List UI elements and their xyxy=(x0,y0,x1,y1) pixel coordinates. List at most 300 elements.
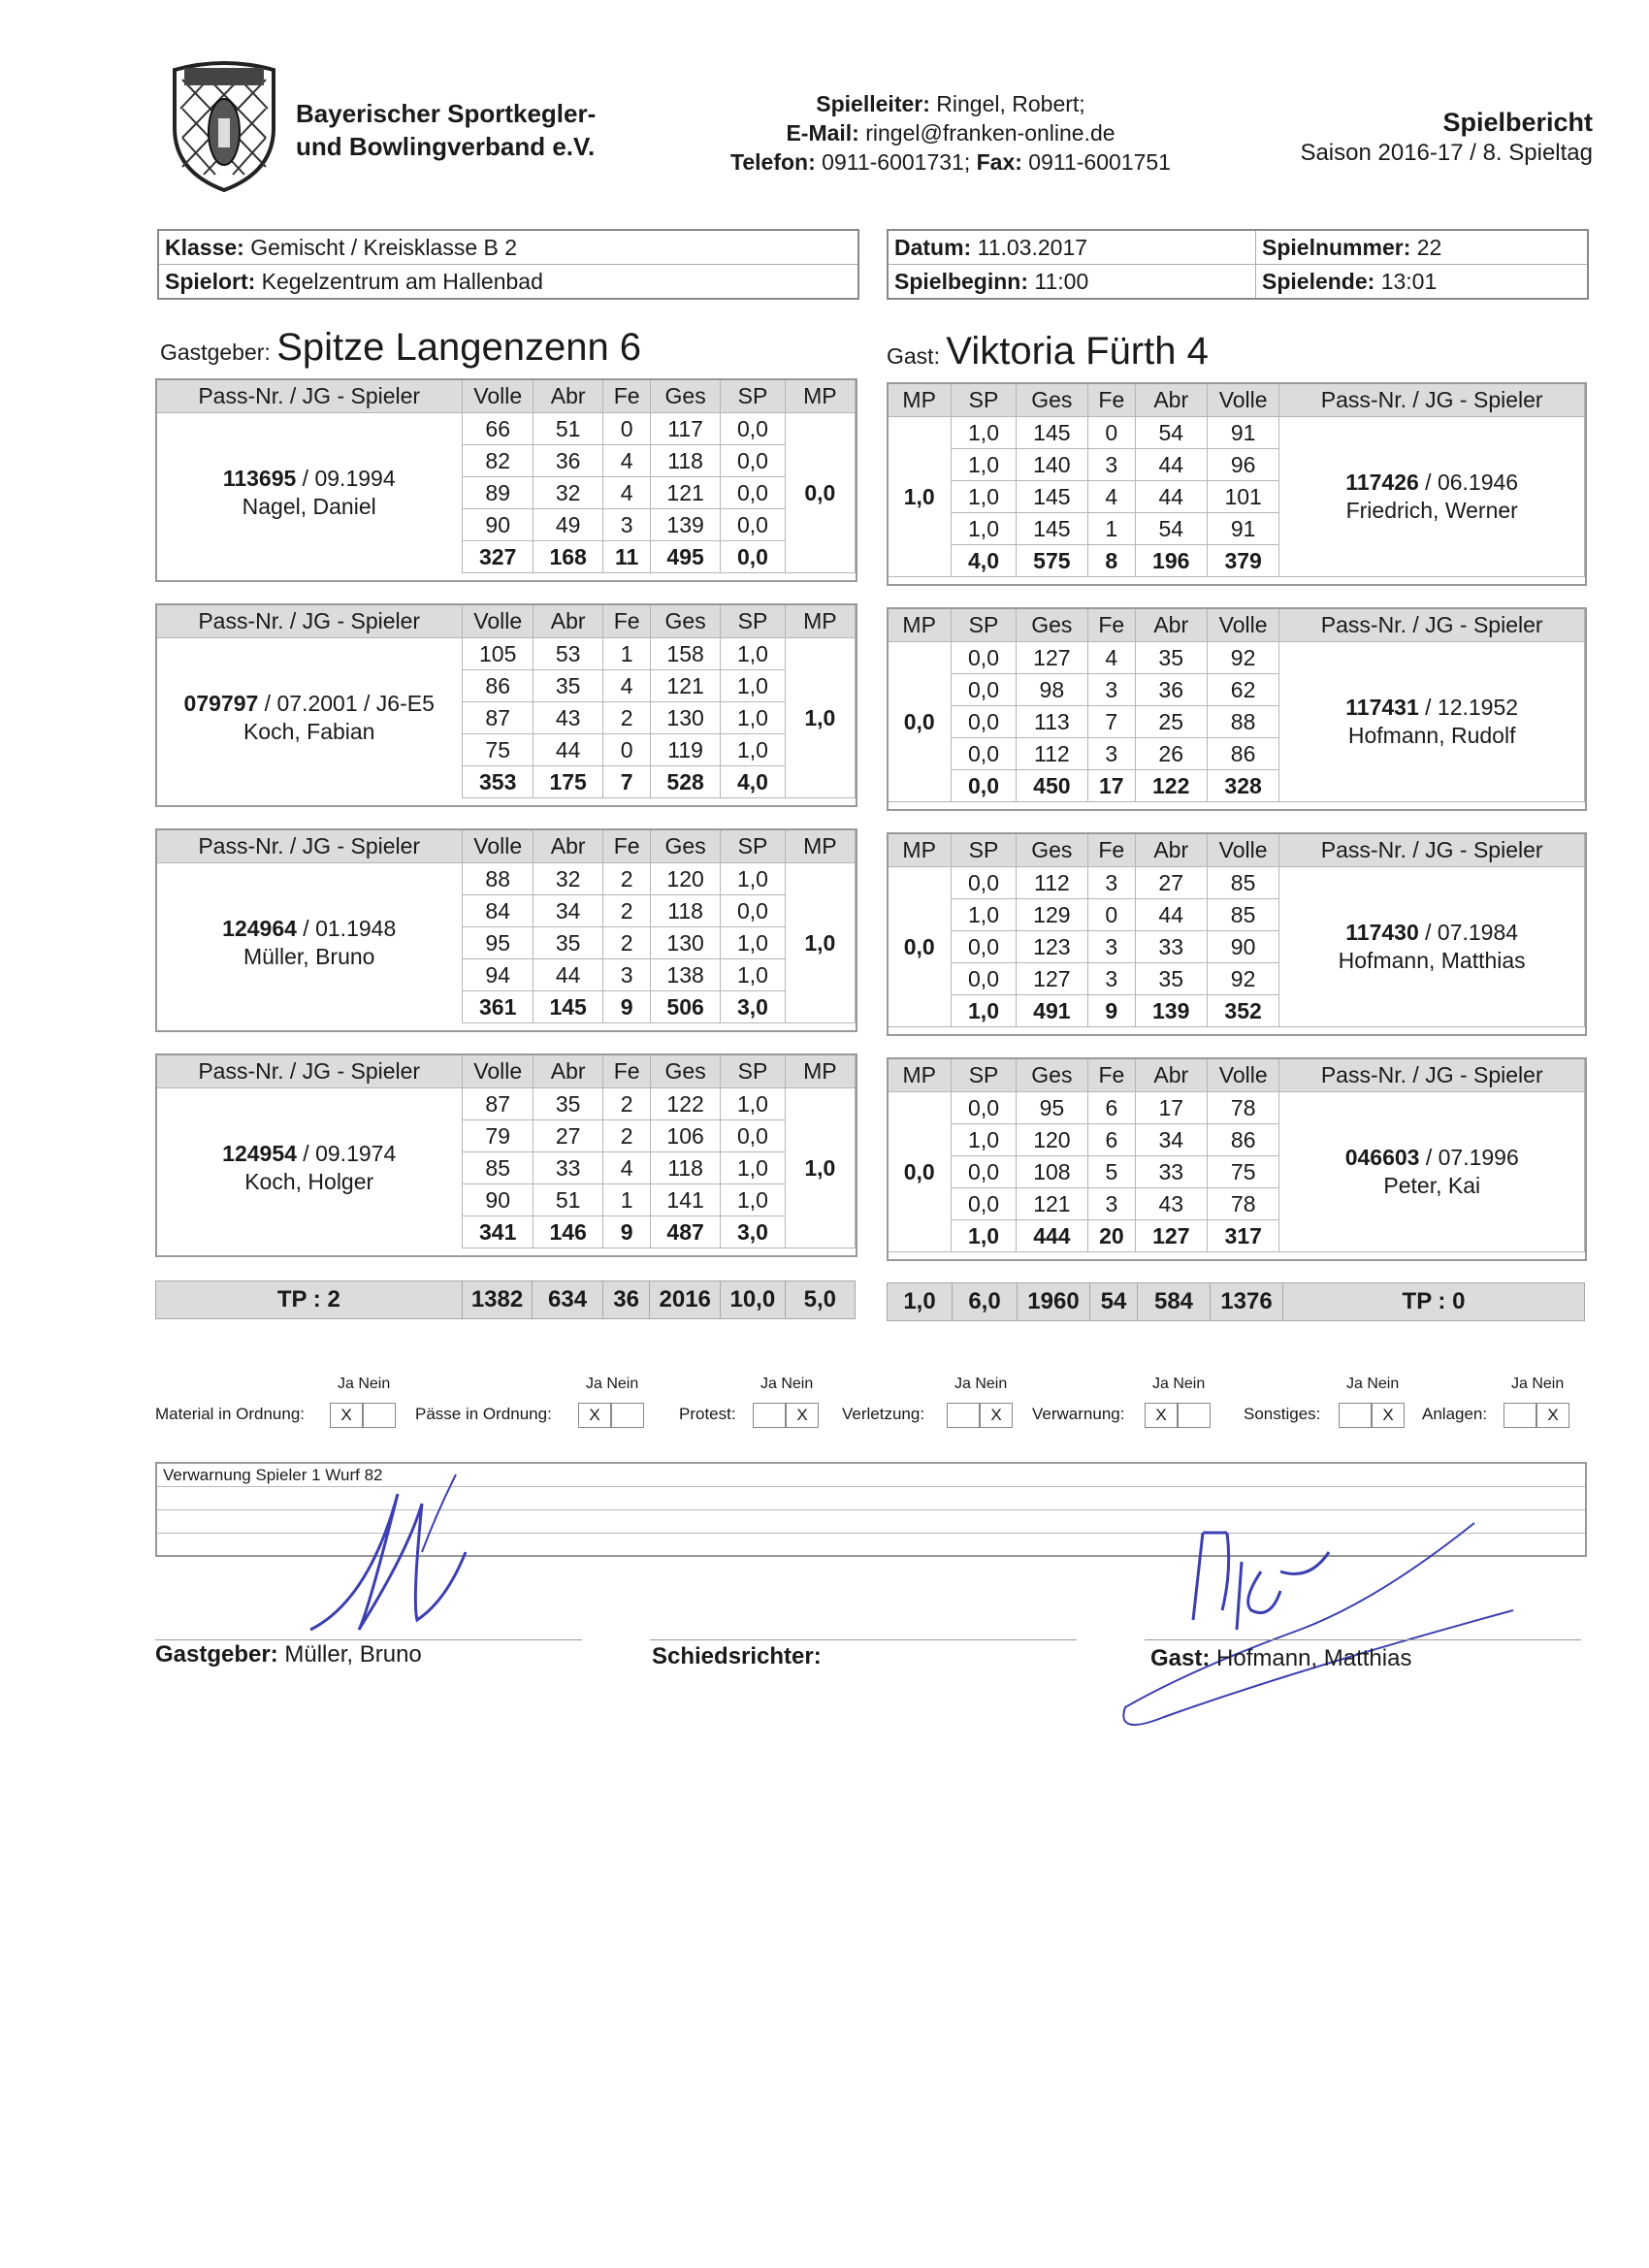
host-volle-cell: 86 xyxy=(463,670,534,702)
host-player-name: Müller, Bruno xyxy=(242,944,375,970)
guest-total-fe: 54 xyxy=(1090,1283,1138,1321)
host-mp-cell: 0,0 xyxy=(785,413,855,573)
guest-ges-cell: 112 xyxy=(1016,738,1087,770)
guest-abr-cell: 44 xyxy=(1135,481,1207,513)
spielort-value: Kegelzentrum am Hallenbad xyxy=(261,269,543,294)
check-nein-box[interactable] xyxy=(363,1403,396,1428)
guest-tp: TP : 0 xyxy=(1283,1283,1585,1321)
host-fe-cell: 2 xyxy=(603,895,651,927)
guest-player-name: Friedrich, Werner xyxy=(1345,498,1518,523)
host-fe-cell: 3 xyxy=(603,959,651,991)
check-nein-box[interactable]: X xyxy=(980,1403,1013,1428)
host-volle-cell: 89 xyxy=(463,477,534,509)
host-abr-cell: 35 xyxy=(533,670,602,702)
host-ges-cell: 121 xyxy=(650,670,720,702)
ja-nein-header: Ja Nein xyxy=(954,1376,1008,1392)
referee-sig-title: Schiedsrichter: xyxy=(652,1643,822,1669)
guest-player-jg: / 12.1952 xyxy=(1418,695,1519,720)
host-fe-cell: 2 xyxy=(603,927,651,959)
spielnummer-value: 22 xyxy=(1416,235,1442,260)
host-abr-cell: 35 xyxy=(533,1088,602,1120)
guest-ges-cell: 140 xyxy=(1016,449,1087,481)
guest-abr-cell: 35 xyxy=(1135,963,1207,995)
fax-value: 0911-6001751 xyxy=(1028,149,1171,175)
guest-abr-cell: 54 xyxy=(1135,417,1207,449)
class-location-box xyxy=(157,229,859,300)
guest-signature-line xyxy=(1145,1639,1581,1640)
host-ges-cell: 119 xyxy=(650,734,720,766)
guest-ges-cell: 450 xyxy=(1016,770,1087,802)
guest-player-name: Peter, Kai xyxy=(1383,1173,1481,1198)
check-label: Verwarnung: xyxy=(1032,1405,1125,1423)
guest-volle-cell: 75 xyxy=(1207,1156,1279,1188)
guest-volle-cell: 96 xyxy=(1207,449,1279,481)
host-col-abr: Abr xyxy=(533,379,602,413)
guest-fe-cell: 8 xyxy=(1088,545,1136,577)
guest-volle-cell: 90 xyxy=(1207,931,1279,963)
datum-value: 11.03.2017 xyxy=(977,235,1088,260)
check-ja-box[interactable] xyxy=(1339,1403,1372,1428)
guest-ges-cell: 145 xyxy=(1016,417,1087,449)
host-volle-cell: 66 xyxy=(463,413,534,445)
guest-ges-cell: 145 xyxy=(1016,513,1087,545)
guest-player-name: Hofmann, Matthias xyxy=(1338,948,1526,973)
host-sp-cell: 0,0 xyxy=(721,445,785,477)
host-abr-cell: 32 xyxy=(533,863,602,895)
host-abr-cell: 51 xyxy=(533,1184,602,1216)
guest-signature xyxy=(1106,1513,1533,1746)
org-line-2: und Bowlingverband e.V. xyxy=(296,132,596,161)
check-ja-box[interactable]: X xyxy=(330,1403,363,1428)
remarks-line-1: Verwarnung Spieler 1 Wurf 82 xyxy=(157,1464,1585,1487)
host-volle-cell: 88 xyxy=(463,863,534,895)
referee-signature-label xyxy=(652,1643,822,1670)
host-player-pass: 124954 xyxy=(222,1141,297,1167)
host-mp-cell: 1,0 xyxy=(785,863,855,1023)
host-sp-cell: 0,0 xyxy=(721,477,785,509)
host-tp: TP : 2 xyxy=(156,1281,463,1319)
host-col-mp: MP xyxy=(785,604,855,638)
guest-fe-cell: 3 xyxy=(1088,867,1136,899)
check-nein-box[interactable] xyxy=(611,1403,644,1428)
host-volle-cell: 84 xyxy=(463,895,534,927)
guest-sp-cell: 0,0 xyxy=(952,963,1016,995)
guest-volle-cell: 101 xyxy=(1207,481,1279,513)
host-ges-cell: 138 xyxy=(650,959,720,991)
guest-team xyxy=(887,330,1209,373)
guest-col-volle: Volle xyxy=(1207,833,1279,867)
guest-sp-cell: 0,0 xyxy=(952,1092,1016,1124)
host-col-sp: SP xyxy=(721,829,785,863)
guest-total-mp: 1,0 xyxy=(888,1283,953,1321)
report-title: Spielbericht xyxy=(1442,108,1593,137)
klasse-value: Gemischt / Kreisklasse B 2 xyxy=(250,235,518,260)
host-player-pass: 124964 xyxy=(222,916,297,942)
host-player-name: Nagel, Daniel xyxy=(242,494,376,520)
guest-sp-cell: 1,0 xyxy=(952,1220,1016,1252)
guest-col-fe: Fe xyxy=(1088,383,1136,417)
guest-col-player: Pass-Nr. / JG - Spieler xyxy=(1279,608,1585,642)
guest-player-pass: 117426 xyxy=(1345,470,1419,495)
guest-sp-cell: 0,0 xyxy=(952,642,1016,674)
host-mp-cell: 1,0 xyxy=(785,638,855,798)
host-col-abr: Abr xyxy=(533,1054,602,1088)
host-player-jg: / 07.2001 / J6-E5 xyxy=(258,691,435,717)
guest-abr-cell: 44 xyxy=(1135,449,1207,481)
guest-col-volle: Volle xyxy=(1207,608,1279,642)
guest-label: Gast: xyxy=(887,343,940,369)
host-abr-cell: 32 xyxy=(533,477,602,509)
host-col-fe: Fe xyxy=(603,604,651,638)
guest-abr-cell: 33 xyxy=(1135,931,1207,963)
host-fe-cell: 0 xyxy=(603,413,651,445)
host-fe-cell: 9 xyxy=(603,1216,651,1248)
host-total-mp: 5,0 xyxy=(785,1281,855,1319)
guest-player-pass: 117431 xyxy=(1345,695,1419,720)
guest-abr-cell: 33 xyxy=(1135,1156,1207,1188)
host-col-fe: Fe xyxy=(603,829,651,863)
host-fe-cell: 2 xyxy=(603,1120,651,1152)
guest-ges-cell: 121 xyxy=(1016,1188,1087,1220)
host-ges-cell: 118 xyxy=(650,445,720,477)
ja-nein-header: Ja Nein xyxy=(338,1376,391,1392)
guest-total-ges: 1960 xyxy=(1018,1283,1090,1321)
host-abr-cell: 145 xyxy=(533,991,602,1023)
check-ja-box[interactable]: X xyxy=(1145,1403,1178,1428)
guest-ges-cell: 123 xyxy=(1016,931,1087,963)
host-volle-cell: 87 xyxy=(463,1088,534,1120)
host-col-fe: Fe xyxy=(603,1054,651,1088)
host-fe-cell: 11 xyxy=(603,541,651,573)
guest-fe-cell: 3 xyxy=(1088,963,1136,995)
guest-abr-cell: 36 xyxy=(1135,674,1207,706)
guest-block-frame xyxy=(887,607,1587,811)
guest-volle-cell: 78 xyxy=(1207,1092,1279,1124)
host-col-mp: MP xyxy=(785,1054,855,1088)
guest-col-ges: Ges xyxy=(1016,383,1087,417)
check-label: Pässe in Ordnung: xyxy=(415,1405,552,1423)
host-fe-cell: 7 xyxy=(603,766,651,798)
host-volle-cell: 90 xyxy=(463,509,534,541)
spielleiter-label: Spielleiter: xyxy=(816,91,930,116)
league-contact xyxy=(669,89,1232,177)
host-fe-cell: 4 xyxy=(603,1152,651,1184)
guest-fe-cell: 4 xyxy=(1088,642,1136,674)
host-volle-cell: 353 xyxy=(463,766,534,798)
guest-volle-cell: 86 xyxy=(1207,1124,1279,1156)
host-team xyxy=(160,326,641,370)
guest-ges-cell: 575 xyxy=(1016,545,1087,577)
host-col-player: Pass-Nr. / JG - Spieler xyxy=(156,829,463,863)
spielbeginn-value: 11:00 xyxy=(1034,269,1089,294)
guest-player-pass: 117430 xyxy=(1345,920,1419,945)
host-player-pass: 079797 xyxy=(183,691,259,717)
ja-nein-header: Ja Nein xyxy=(1152,1376,1206,1392)
host-abr-cell: 43 xyxy=(533,702,602,734)
host-col-mp: MP xyxy=(785,829,855,863)
email-value: ringel@franken-online.de xyxy=(865,120,1116,146)
host-ges-cell: 118 xyxy=(650,1152,720,1184)
guest-fe-cell: 3 xyxy=(1088,931,1136,963)
guest-volle-cell: 352 xyxy=(1207,995,1279,1027)
host-volle-cell: 95 xyxy=(463,927,534,959)
host-sp-cell: 1,0 xyxy=(721,702,785,734)
guest-abr-cell: 27 xyxy=(1135,867,1207,899)
guest-sp-cell: 1,0 xyxy=(952,995,1016,1027)
guest-ges-cell: 145 xyxy=(1016,481,1087,513)
guest-fe-cell: 20 xyxy=(1088,1220,1136,1252)
host-abr-cell: 49 xyxy=(533,509,602,541)
host-col-sp: SP xyxy=(721,379,785,413)
host-volle-cell: 75 xyxy=(463,734,534,766)
host-total-sp: 10,0 xyxy=(721,1281,786,1319)
host-abr-cell: 44 xyxy=(533,734,602,766)
guest-sp-cell: 0,0 xyxy=(952,738,1016,770)
check-label: Protest: xyxy=(679,1405,736,1423)
host-col-volle: Volle xyxy=(463,829,534,863)
guest-sp-cell: 0,0 xyxy=(952,674,1016,706)
guest-mp-cell: 0,0 xyxy=(888,642,952,802)
guest-sp-cell: 1,0 xyxy=(952,899,1016,931)
guest-volle-cell: 86 xyxy=(1207,738,1279,770)
guest-col-sp: SP xyxy=(952,1058,1016,1092)
host-volle-cell: 94 xyxy=(463,959,534,991)
guest-col-player: Pass-Nr. / JG - Spieler xyxy=(1279,833,1585,867)
guest-ges-cell: 120 xyxy=(1016,1124,1087,1156)
host-volle-cell: 82 xyxy=(463,445,534,477)
host-sp-cell: 0,0 xyxy=(721,1120,785,1152)
spielende-label: Spielende: xyxy=(1262,269,1375,294)
guest-col-abr: Abr xyxy=(1135,383,1207,417)
guest-col-ges: Ges xyxy=(1016,1058,1087,1092)
guest-col-abr: Abr xyxy=(1135,1058,1207,1092)
guest-col-ges: Ges xyxy=(1016,833,1087,867)
host-ges-cell: 141 xyxy=(650,1184,720,1216)
ja-nein-header: Ja Nein xyxy=(760,1376,814,1392)
guest-ges-cell: 108 xyxy=(1016,1156,1087,1188)
guest-ges-cell: 127 xyxy=(1016,963,1087,995)
host-abr-cell: 44 xyxy=(533,959,602,991)
host-col-volle: Volle xyxy=(463,379,534,413)
guest-col-mp: MP xyxy=(888,833,952,867)
host-volle-cell: 105 xyxy=(463,638,534,670)
check-ja-box[interactable] xyxy=(947,1403,980,1428)
check-ja-box[interactable] xyxy=(1504,1403,1536,1428)
guest-volle-cell: 88 xyxy=(1207,706,1279,738)
host-ges-cell: 139 xyxy=(650,509,720,541)
host-player-jg: / 09.1974 xyxy=(296,1141,397,1167)
check-nein-box[interactable]: X xyxy=(1536,1403,1569,1428)
host-signature-label xyxy=(155,1641,422,1669)
guest-volle-cell: 92 xyxy=(1207,642,1279,674)
guest-volle-cell: 328 xyxy=(1207,770,1279,802)
spielnummer-label: Spielnummer: xyxy=(1262,235,1411,260)
guest-col-mp: MP xyxy=(888,383,952,417)
host-abr-cell: 175 xyxy=(533,766,602,798)
spielort-label: Spielort: xyxy=(165,269,256,294)
guest-sig-name: Hofmann, Matthias xyxy=(1216,1645,1412,1671)
host-volle-cell: 327 xyxy=(463,541,534,573)
guest-player-jg: / 07.1996 xyxy=(1419,1145,1519,1170)
check-nein-box[interactable] xyxy=(1178,1403,1211,1428)
guest-col-fe: Fe xyxy=(1088,833,1136,867)
host-col-fe: Fe xyxy=(603,379,651,413)
host-sp-cell: 0,0 xyxy=(721,413,785,445)
host-total-volle: 1382 xyxy=(462,1281,533,1319)
guest-volle-cell: 78 xyxy=(1207,1188,1279,1220)
host-sp-cell: 1,0 xyxy=(721,1152,785,1184)
check-nein-box[interactable]: X xyxy=(1372,1403,1405,1428)
guest-sp-cell: 1,0 xyxy=(952,1124,1016,1156)
host-fe-cell: 4 xyxy=(603,445,651,477)
host-sp-cell: 4,0 xyxy=(721,766,785,798)
host-mp-cell: 1,0 xyxy=(785,1088,855,1248)
guest-ges-cell: 112 xyxy=(1016,867,1087,899)
check-label: Verletzung: xyxy=(842,1405,925,1423)
host-volle-cell: 361 xyxy=(463,991,534,1023)
host-sp-cell: 0,0 xyxy=(721,509,785,541)
host-ges-cell: 487 xyxy=(650,1216,720,1248)
host-abr-cell: 168 xyxy=(533,541,602,573)
host-total-abr: 634 xyxy=(533,1281,602,1319)
check-ja-box[interactable] xyxy=(753,1403,786,1428)
guest-volle-cell: 379 xyxy=(1207,545,1279,577)
guest-abr-cell: 17 xyxy=(1135,1092,1207,1124)
host-ges-cell: 120 xyxy=(650,863,720,895)
host-fe-cell: 1 xyxy=(603,1184,651,1216)
guest-abr-cell: 196 xyxy=(1135,545,1207,577)
host-sp-cell: 1,0 xyxy=(721,959,785,991)
host-sig-name: Müller, Bruno xyxy=(284,1641,422,1668)
host-abr-cell: 146 xyxy=(533,1216,602,1248)
host-abr-cell: 35 xyxy=(533,927,602,959)
host-ges-cell: 495 xyxy=(650,541,720,573)
guest-abr-cell: 127 xyxy=(1135,1220,1207,1252)
host-label: Gastgeber: xyxy=(160,340,271,365)
host-ges-cell: 121 xyxy=(650,477,720,509)
host-player-name: Koch, Holger xyxy=(244,1169,374,1195)
telefon-label: Telefon: xyxy=(730,149,816,175)
fax-label: Fax: xyxy=(976,149,1022,175)
check-label: Material in Ordnung: xyxy=(155,1405,306,1423)
ja-nein-header: Ja Nein xyxy=(1511,1376,1565,1392)
guest-player-jg: / 06.1946 xyxy=(1418,470,1519,495)
host-ges-cell: 117 xyxy=(650,413,720,445)
guest-fe-cell: 5 xyxy=(1088,1156,1136,1188)
season-text: Saison 2016-17 / 8. Spieltag xyxy=(1300,140,1593,166)
guest-col-volle: Volle xyxy=(1207,383,1279,417)
host-sp-cell: 1,0 xyxy=(721,1184,785,1216)
check-nein-box[interactable]: X xyxy=(786,1403,819,1428)
guest-col-player: Pass-Nr. / JG - Spieler xyxy=(1279,1058,1585,1092)
guest-fe-cell: 17 xyxy=(1088,770,1136,802)
host-block-frame xyxy=(155,1053,857,1257)
check-ja-box[interactable]: X xyxy=(578,1403,611,1428)
guest-fe-cell: 9 xyxy=(1088,995,1136,1027)
host-fe-cell: 2 xyxy=(603,702,651,734)
host-col-ges: Ges xyxy=(650,1054,720,1088)
guest-abr-cell: 43 xyxy=(1135,1188,1207,1220)
guest-col-sp: SP xyxy=(952,608,1016,642)
guest-total-abr: 584 xyxy=(1138,1283,1211,1321)
guest-volle-cell: 317 xyxy=(1207,1220,1279,1252)
guest-col-player: Pass-Nr. / JG - Spieler xyxy=(1279,383,1585,417)
spielende-value: 13:01 xyxy=(1380,269,1438,294)
host-fe-cell: 2 xyxy=(603,863,651,895)
host-sp-cell: 0,0 xyxy=(721,895,785,927)
ja-nein-header: Ja Nein xyxy=(1346,1376,1400,1392)
host-col-player: Pass-Nr. / JG - Spieler xyxy=(156,379,463,413)
guest-block-frame xyxy=(887,1057,1587,1261)
guest-abr-cell: 44 xyxy=(1135,899,1207,931)
host-fe-cell: 0 xyxy=(603,734,651,766)
guest-sp-cell: 4,0 xyxy=(952,545,1016,577)
host-col-abr: Abr xyxy=(533,829,602,863)
guest-sp-cell: 0,0 xyxy=(952,931,1016,963)
host-volle-cell: 87 xyxy=(463,702,534,734)
host-ges-cell: 130 xyxy=(650,702,720,734)
host-col-volle: Volle xyxy=(463,1054,534,1088)
ja-nein-header: Ja Nein xyxy=(586,1376,639,1392)
federation-logo xyxy=(167,60,281,192)
host-sp-cell: 3,0 xyxy=(721,991,785,1023)
host-fe-cell: 4 xyxy=(603,477,651,509)
guest-abr-cell: 122 xyxy=(1135,770,1207,802)
host-col-ges: Ges xyxy=(650,829,720,863)
guest-team-name: Viktoria Fürth 4 xyxy=(946,330,1209,373)
host-sp-cell: 1,0 xyxy=(721,638,785,670)
host-abr-cell: 34 xyxy=(533,895,602,927)
guest-volle-cell: 91 xyxy=(1207,513,1279,545)
host-abr-cell: 36 xyxy=(533,445,602,477)
email-label: E-Mail: xyxy=(786,120,859,146)
host-fe-cell: 4 xyxy=(603,670,651,702)
host-ges-cell: 122 xyxy=(650,1088,720,1120)
guest-ges-cell: 98 xyxy=(1016,674,1087,706)
host-total-fe: 36 xyxy=(602,1281,650,1319)
guest-sp-cell: 0,0 xyxy=(952,706,1016,738)
guest-ges-cell: 127 xyxy=(1016,642,1087,674)
guest-abr-cell: 54 xyxy=(1135,513,1207,545)
host-block-frame xyxy=(155,378,857,582)
guest-col-fe: Fe xyxy=(1088,608,1136,642)
guest-abr-cell: 34 xyxy=(1135,1124,1207,1156)
guest-fe-cell: 7 xyxy=(1088,706,1136,738)
referee-signature-line xyxy=(650,1639,1077,1640)
guest-ges-cell: 444 xyxy=(1016,1220,1087,1252)
host-ges-cell: 130 xyxy=(650,927,720,959)
guest-player-jg: / 07.1984 xyxy=(1418,920,1519,945)
host-col-ges: Ges xyxy=(650,379,720,413)
guest-fe-cell: 3 xyxy=(1088,674,1136,706)
guest-player-pass: 046603 xyxy=(1344,1145,1420,1170)
host-ges-cell: 506 xyxy=(650,991,720,1023)
host-col-player: Pass-Nr. / JG - Spieler xyxy=(156,604,463,638)
guest-col-sp: SP xyxy=(952,833,1016,867)
guest-ges-cell: 491 xyxy=(1016,995,1087,1027)
host-team-name: Spitze Langenzenn 6 xyxy=(276,326,642,369)
host-col-sp: SP xyxy=(721,1054,785,1088)
guest-abr-cell: 25 xyxy=(1135,706,1207,738)
host-volle-cell: 79 xyxy=(463,1120,534,1152)
guest-total-volle: 1376 xyxy=(1211,1283,1283,1321)
guest-fe-cell: 3 xyxy=(1088,449,1136,481)
guest-col-sp: SP xyxy=(952,383,1016,417)
host-volle-cell: 85 xyxy=(463,1152,534,1184)
organization-name xyxy=(296,97,596,163)
guest-ges-cell: 113 xyxy=(1016,706,1087,738)
host-fe-cell: 1 xyxy=(603,638,651,670)
